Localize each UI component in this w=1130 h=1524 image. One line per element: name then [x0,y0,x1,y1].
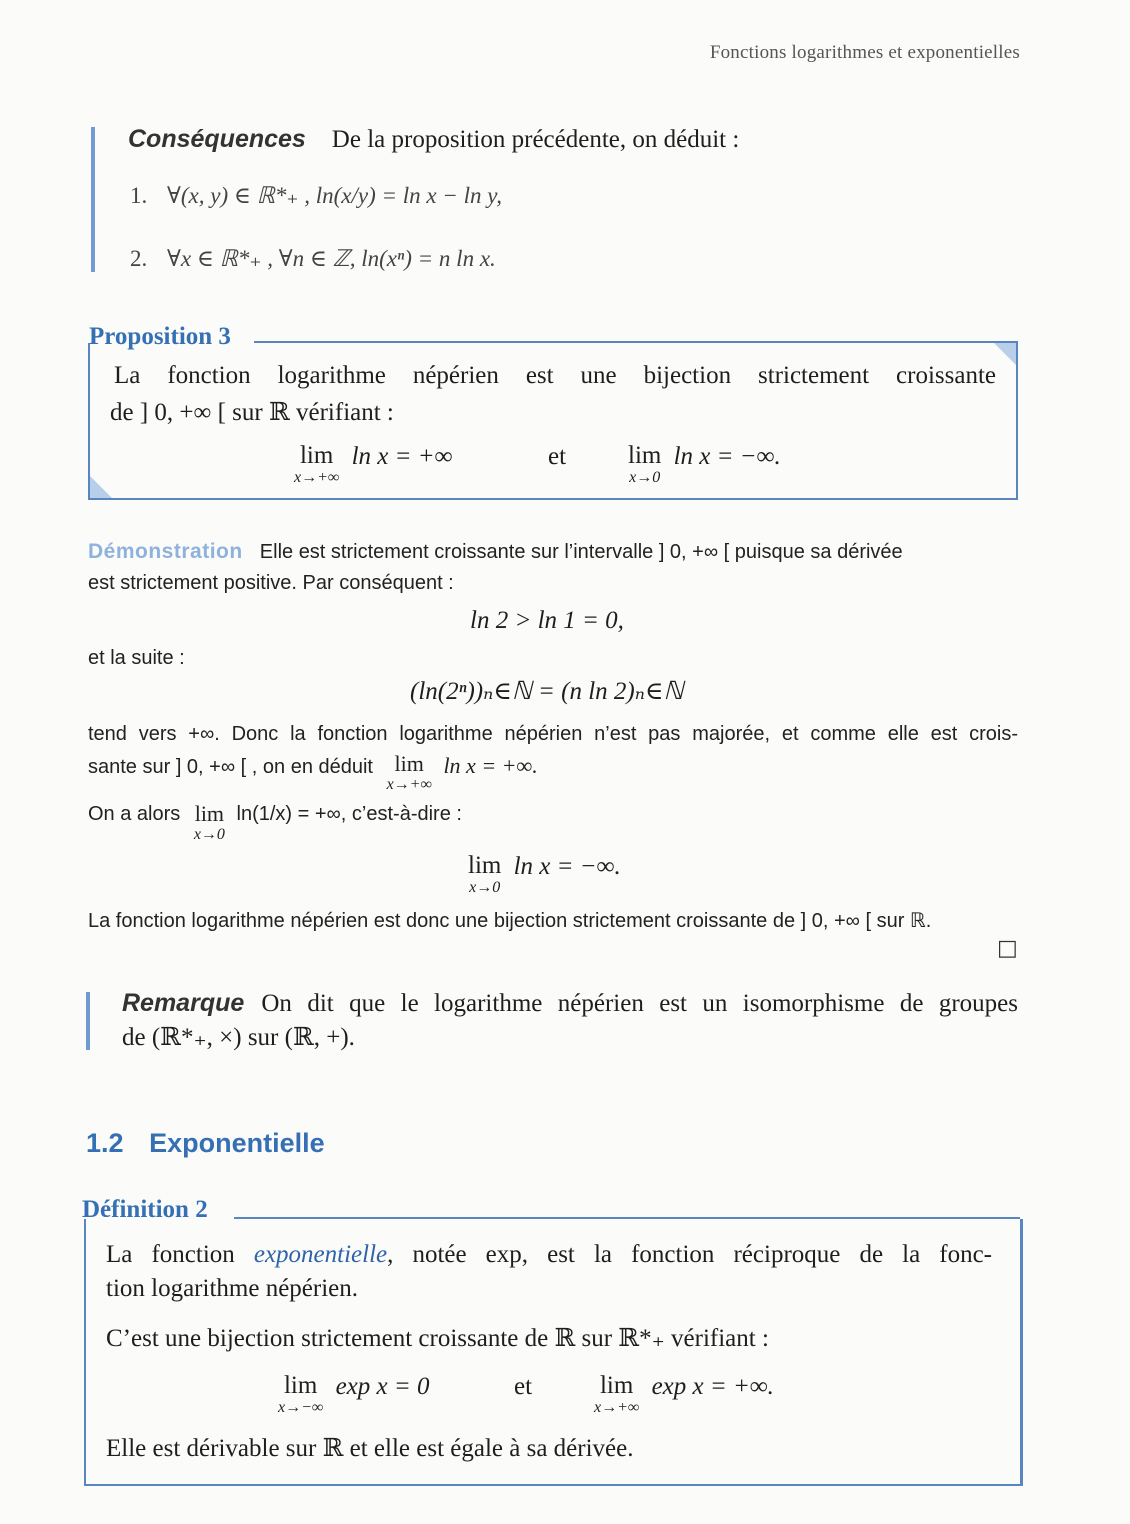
demonstration-line-2: est strictement positive. Par conséquent : [88,572,454,594]
demonstration-line-3: et la suite : [88,647,185,669]
item-number: 2. [130,246,148,271]
text-fragment: sante sur ] 0, +∞ [ , on en déduit [88,756,373,778]
qed-symbol: □ [997,936,1018,961]
limit-subscript: x→+∞ [594,1399,640,1416]
section-heading [86,1128,325,1159]
proposition-title: Proposition 3 [89,323,231,350]
demonstration-equation-2: (ln(2ⁿ))ₙ∈ℕ = (n ln 2)ₙ∈ℕ [410,678,684,705]
limit-subscript: x→−∞ [278,1399,324,1416]
demonstration-line-4: tend vers +∞. Donc la fonction logarithme népérien n’est pas majorée, et comme elle est crois- [88,723,1018,745]
consequences-intro: De la proposition précédente, on déduit : [331,126,740,153]
remarque-margin-bar [86,992,90,1050]
limit-expression: ln x = −∞. [513,853,621,880]
limit-subscript: x→0 [629,469,661,486]
proposition-limit-2: lim x→0 ln x = −∞. [628,442,781,486]
section-title: Exponentielle [149,1128,325,1158]
limit-expression: ln x = −∞. [673,443,781,470]
consequences-label: Conséquences [128,125,306,153]
defined-term: exponentielle [253,1241,388,1268]
definition-line-3: C’est une bijection strictement croissante de ℝ sur ℝ*₊ vérifiant : [106,1325,769,1352]
remarque-label: Remarque [122,989,245,1017]
limit-expression: exp x = 0 [335,1373,430,1400]
definition-title: Définition 2 [82,1196,208,1223]
corner-decoration [994,343,1016,365]
demonstration-label: Démonstration [88,540,243,563]
proposition-text-line-2: de ] 0, +∞ [ sur ℝ vérifiant : [110,399,394,426]
text-fragment: La fonction [106,1241,235,1268]
demonstration-line-5: sante sur ] 0, +∞ [ , on en déduit lim x→+∞ ln x = +∞. [88,751,538,793]
text-fragment: ln x = +∞. [443,753,538,778]
text-fragment: , notée exp, est la fonction réciproque de la fonc- [387,1241,992,1268]
section-number: 1.2 [86,1128,124,1158]
definition-line-2: tion logarithme népérien. [106,1275,359,1302]
limit-subscript: x→+∞ [294,469,340,486]
demonstration-line-6: On a alors lim x→0 ln(1/x) = +∞, c’est-à-dire : [88,801,462,843]
corner-decoration [90,476,112,498]
limit-expression: exp x = +∞. [651,1373,774,1400]
definition-connector: et [514,1373,533,1400]
demonstration-line-1 [88,540,1018,564]
item-formula: ∀(x, y) ∈ ℝ*₊ , ln(x/y) = ln x − ln y, [167,183,502,208]
demonstration-text: Elle est strictement croissante sur l’intervalle ] 0, +∞ [ puisque sa dérivée [259,541,903,563]
remarque-text: On dit que le logarithme népérien est un isomorphisme de groupes [261,990,1019,1017]
consequences-margin-bar [91,127,95,272]
limit-subscript: x→+∞ [386,776,432,793]
consequences-item-1 [130,183,502,209]
demonstration-equation-3: lim x→0 ln x = −∞. [468,852,621,896]
definition-limit-2: lim x→+∞ exp x = +∞. [594,1372,774,1416]
definition-line-1 [106,1241,992,1269]
proposition-text-line-1: La fonction logarithme népérien est une bijection strictement croissante [114,362,996,389]
remarque-line-2: de (ℝ*₊, ×) sur (ℝ, +). [122,1024,355,1051]
limit-subscript: x→0 [193,826,225,843]
limit-subscript: x→0 [469,879,501,896]
proposition-connector: et [548,443,567,470]
item-formula: ∀x ∈ ℝ*₊ , ∀n ∈ ℤ, ln(xⁿ) = n ln x. [167,246,496,271]
running-header: Fonctions logarithmes et exponentielles [709,42,1020,63]
text-fragment: On a alors [88,803,181,825]
demonstration-line-7: La fonction logarithme népérien est donc une bijection strictement croissante de ] 0, +∞ [ sur ℝ. [88,910,932,932]
definition-limit-1: lim x→−∞ exp x = 0 [278,1372,430,1416]
consequences-heading [128,124,739,154]
item-number: 1. [130,183,148,208]
demonstration-equation-1: ln 2 > ln 1 = 0, [470,607,624,634]
proposition-limit-1: lim x→+∞ ln x = +∞ [294,442,453,486]
definition-line-4: Elle est dérivable sur ℝ et elle est égale à sa dérivée. [106,1435,634,1462]
remarque-line-1 [122,988,1018,1018]
limit-expression: ln x = +∞ [351,443,453,470]
consequences-item-2 [130,246,496,272]
text-fragment: ln(1/x) = +∞, c’est-à-dire : [236,803,462,825]
